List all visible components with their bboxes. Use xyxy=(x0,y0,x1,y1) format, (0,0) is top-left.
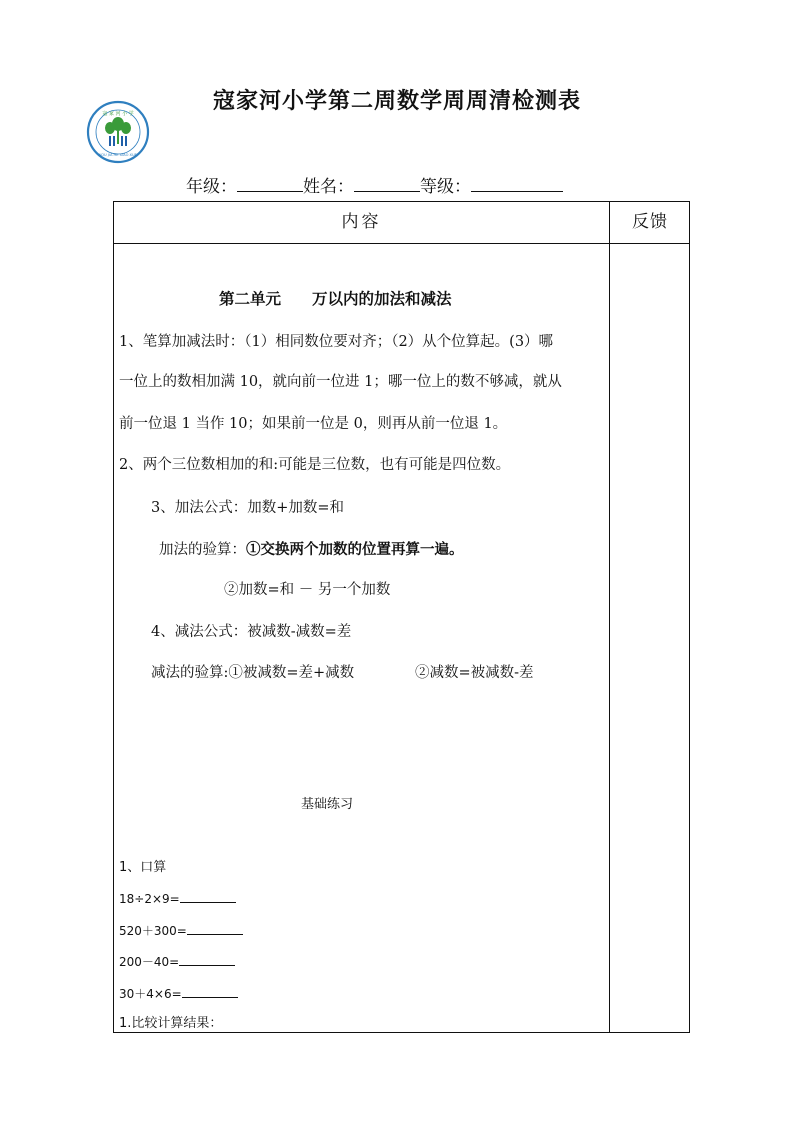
student-info-line xyxy=(186,172,563,197)
calc-item-2 xyxy=(119,920,243,939)
logo-text-bottom: KOU JIA HE XIAO XUE xyxy=(99,153,137,157)
addition-check-label: 加法的验算： xyxy=(159,542,246,558)
grade-blank[interactable] xyxy=(237,173,303,192)
paragraph-1-line-1: 1、笔算加减法时：（1）相同数位要对齐；（2）从个位算起。(3）哪 xyxy=(119,334,554,350)
addition-check-method-2: ②加数=和 － 另一个加数 xyxy=(224,582,391,598)
level-blank[interactable] xyxy=(471,173,563,192)
addition-check-method-1: ①交换两个加数的位置再算一遍。 xyxy=(246,541,464,558)
calc-item-3 xyxy=(119,951,235,970)
paragraph-1-line-3: 前一位退 1 当作 10；如果前一位是 0，则再从前一位退 1。 xyxy=(119,416,508,432)
calc-item-1 xyxy=(119,888,236,906)
calc-expression-4: 30＋4×6= xyxy=(119,987,182,1001)
check-table xyxy=(113,201,690,1033)
answer-blank-2[interactable] xyxy=(187,920,243,935)
question-1: 1、口算 xyxy=(119,860,167,875)
page-title: 寇家河小学第二周数学周周清检测表 xyxy=(212,88,581,114)
name-blank[interactable] xyxy=(354,173,420,192)
level-label: 等级： xyxy=(420,177,471,197)
addition-check xyxy=(159,538,464,559)
column-header-feedback: 反馈 xyxy=(632,212,668,232)
answer-blank-1[interactable] xyxy=(180,888,236,903)
header-divider xyxy=(114,243,689,244)
question-compare: 1.比较计算结果： xyxy=(119,1016,223,1031)
name-label: 姓名： xyxy=(303,177,354,197)
practice-title: 基础练习 xyxy=(301,797,354,812)
subtraction-check-method-1: 减法的验算:①被减数=差+减数 xyxy=(151,665,355,681)
paragraph-1-line-2: 一位上的数相加满 10，就向前一位进 1；哪一位上的数不够减，就从 xyxy=(119,374,562,390)
grade-label: 年级： xyxy=(186,177,237,197)
column-header-content: 内容 xyxy=(341,212,382,232)
unit-title: 第二单元 万以内的加法和减法 xyxy=(219,289,452,308)
calc-item-4 xyxy=(119,983,238,1002)
subtraction-formula: 4、减法公式：被减数-减数=差 xyxy=(151,624,352,640)
logo-text-top: 寇 家 河 小 学 xyxy=(102,111,134,117)
answer-blank-3[interactable] xyxy=(179,951,235,966)
calc-expression-3: 200－40= xyxy=(119,955,180,969)
answer-blank-4[interactable] xyxy=(182,983,238,998)
calc-expression-2: 520＋300= xyxy=(119,924,187,938)
subtraction-check-method-2: ②减数=被减数-差 xyxy=(415,665,534,681)
column-divider xyxy=(609,202,610,1032)
paragraph-2: 2、两个三位数相加的和:可能是三位数，也有可能是四位数。 xyxy=(119,457,511,473)
calc-expression-1: 18÷2×9= xyxy=(119,892,180,906)
addition-formula: 3、加法公式：加数+加数=和 xyxy=(151,500,345,516)
